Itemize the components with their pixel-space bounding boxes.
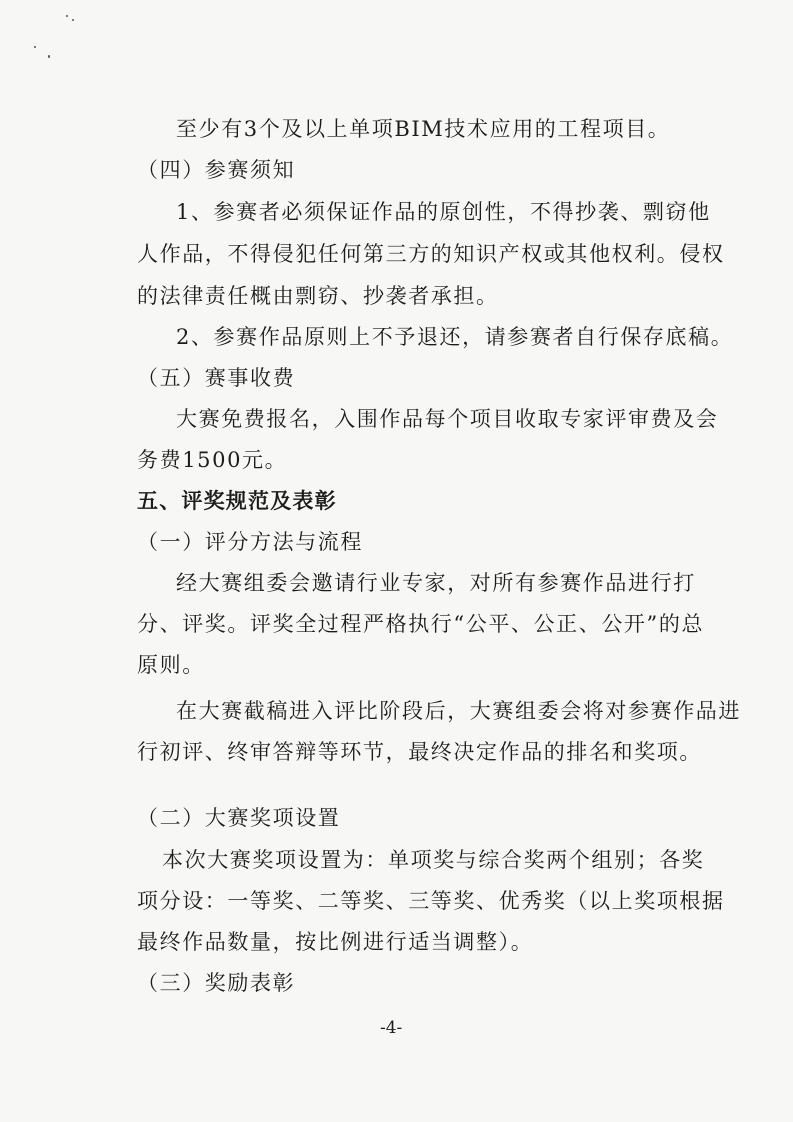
body-line: 的法律责任概由剽窃、抄袭者承担。	[137, 284, 499, 308]
section-heading: 五、评奖规范及表彰	[137, 489, 337, 513]
body-line: 最终作品数量，按比例进行适当调整）。	[137, 930, 534, 954]
scan-speck	[34, 46, 36, 48]
body-line: 本次大赛奖项设置为：单项奖与综合奖两个组别；各奖	[162, 848, 705, 872]
body-line: 项分设：一等奖、二等奖、三等奖、优秀奖（以上奖项根据	[137, 889, 725, 913]
scan-speck	[48, 55, 50, 58]
section-subheading: （二）大赛奖项设置	[137, 806, 341, 830]
body-line: 在大赛截稿进入评比阶段后，大赛组委会将对参赛作品进	[176, 699, 741, 723]
body-line: 人作品，不得侵犯任何第三方的知识产权或其他权利。侵权	[137, 242, 725, 266]
section-subheading: （一）评分方法与流程	[137, 530, 363, 554]
body-line: 经大赛组委会邀请行业专家，对所有参赛作品进行打	[176, 571, 696, 595]
body-line: 行初评、终审答辩等环节，最终决定作品的排名和奖项。	[137, 740, 702, 764]
section-subheading: （五）赛事收费	[137, 366, 296, 390]
body-line: 务费1500元。	[137, 448, 288, 472]
section-subheading: （四）参赛须知	[137, 158, 296, 182]
page-number: -4-	[380, 1018, 403, 1038]
body-line: 至少有3个及以上单项BIM技术应用的工程项目。	[176, 117, 671, 141]
body-line: 2、参赛作品原则上不予退还，请参赛者自行保存底稿。	[176, 325, 734, 349]
body-line: 原则。	[137, 653, 205, 677]
body-line: 分、评奖。评奖全过程严格执行“公平、公正、公开”的总	[137, 612, 705, 636]
body-line: 大赛免费报名，入围作品每个项目收取专家评审费及会	[176, 407, 719, 431]
scan-speck	[66, 15, 68, 17]
scan-speck	[72, 19, 74, 21]
section-subheading: （三）奖励表彰	[137, 971, 296, 995]
body-line: 1、参赛者必须保证作品的原创性，不得抄袭、剽窃他	[176, 200, 711, 224]
